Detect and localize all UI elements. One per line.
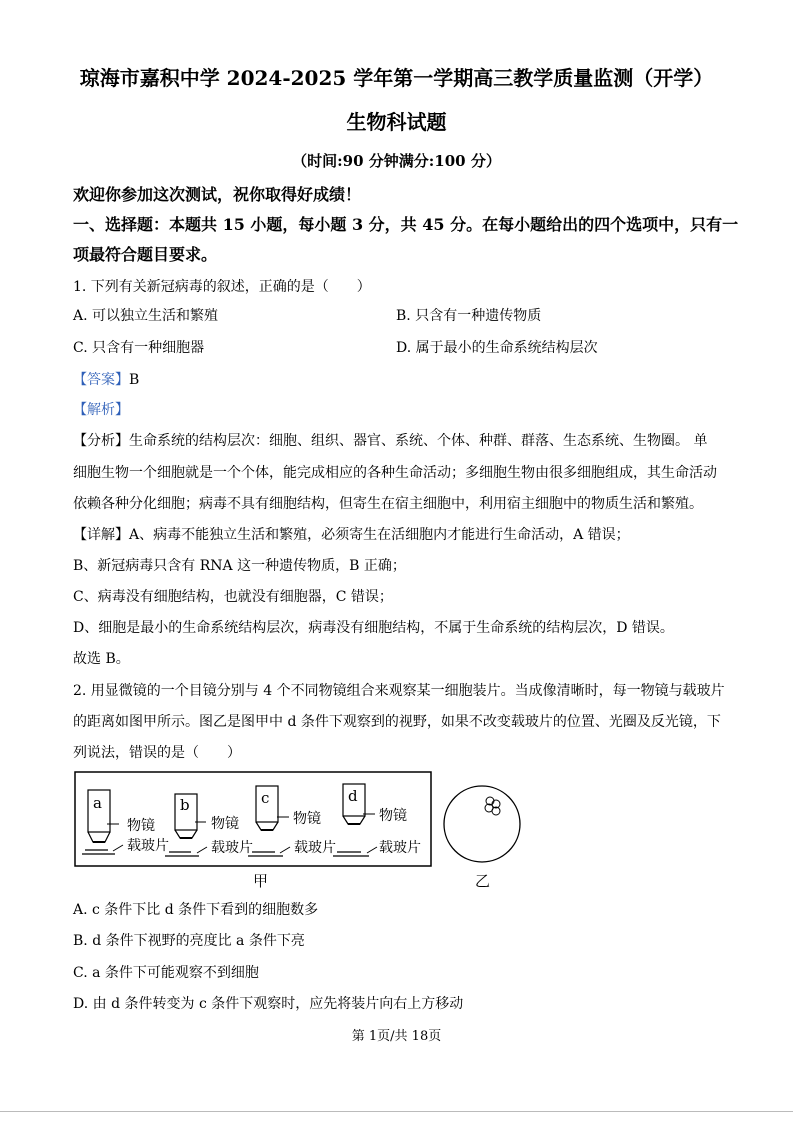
page-bottom-divider [0, 1111, 793, 1112]
q1-option-a: A. 可以独立生活和繁殖 [73, 308, 219, 324]
detail-text-1: A、病毒不能独立生活和繁殖，必须寄生在活细胞内才能进行生命活动，A 错误； [129, 527, 630, 543]
slide-label-c: 载玻片 [294, 840, 336, 856]
view-circle [444, 786, 520, 862]
q1-detail-line3: C、病毒没有细胞结构，也就没有细胞器，C 错误； [73, 589, 393, 605]
lens-letter-b: b [180, 796, 190, 814]
q2-option-d: D. 由 d 条件转变为 c 条件下观察时，应先将装片向右上方移动 [73, 996, 464, 1012]
fenxi-text-1: 生命系统的结构层次：细胞、组织、器官、系统、个体、种群、群落、生态系统、生物圈。 单 [129, 433, 708, 449]
page-number: 第 1页/共 18页 [351, 1029, 442, 1044]
q2-option-c: C. a 条件下可能观察不到细胞 [73, 965, 259, 981]
lens-letter-d: d [348, 787, 358, 805]
section-heading-line1: 一、选择题：本题共 15 小题，每小题 3 分，共 45 分。在每小题给出的四个选项中，只有一 [73, 215, 739, 234]
answer-value: B [129, 372, 140, 388]
objective-label-b: 物镜 [211, 816, 239, 832]
answer-label: 【答案】 [73, 372, 129, 388]
exam-time: （时间:90 分钟满分:100 分） [292, 152, 501, 170]
caption-yi: 乙 [475, 872, 491, 890]
analysis-label: 【解析】 [73, 402, 129, 418]
q1-conclusion: 故选 B。 [73, 651, 130, 667]
detail-label: 【详解】 [73, 527, 129, 543]
q1-stem: 1. 下列有关新冠病毒的叙述，正确的是（ ） [73, 279, 371, 295]
q2-stem-line2: 的距离如图甲所示。图乙是图甲中 d 条件下观察到的视野，如果不改变载玻片的位置、光圈及反光镜，下 [73, 714, 721, 730]
section-heading-line2: 项最符合题目要求。 [73, 245, 218, 264]
objective-label-a: 物镜 [127, 818, 155, 834]
lens-letter-c: c [261, 789, 270, 807]
cell-cluster [485, 797, 500, 815]
q1-detail-line2: B、新冠病毒只含有 RNA 这一种遗传物质，B 正确； [73, 558, 406, 574]
q2-stem-line1: 2. 用显微镜的一个目镜分别与 4 个不同物镜组合来观察某一细胞装片。当成像清晰时，每一物镜与载玻片 [73, 683, 725, 699]
q1-option-c: C. 只含有一种细胞器 [73, 340, 205, 356]
slide-label-d: 载玻片 [379, 840, 421, 856]
q2-stem-line3: 列说法，错误的是（ ） [73, 745, 241, 761]
q1-option-b: B. 只含有一种遗传物质 [396, 308, 542, 324]
field-of-view-figure-yi [440, 782, 530, 892]
fenxi-label: 【分析】 [73, 433, 129, 449]
q1-fenxi-line1 [73, 430, 707, 450]
q1-option-d: D. 属于最小的生命系统结构层次 [396, 340, 598, 356]
objective-label-c: 物镜 [293, 811, 321, 827]
welcome-text: 欢迎你参加这次测试，祝你取得好成绩！ [73, 185, 362, 204]
q1-detail-line4: D、细胞是最小的生命系统结构层次，病毒没有细胞结构，不属于生命系统的结构层次，D 错误。 [73, 620, 674, 636]
q1-fenxi-line3: 依赖各种分化细胞；病毒不具有细胞结构，但寄生在宿主细胞中，利用宿主细胞中的物质生活和繁殖。 [73, 496, 703, 512]
q1-answer [73, 369, 139, 389]
q2-option-b: B. d 条件下视野的亮度比 a 条件下亮 [73, 933, 305, 949]
page-title: 琼海市嘉积中学 2024-2025 学年第一学期高三教学质量监测（开学） [79, 66, 714, 90]
objective-label-d: 物镜 [379, 808, 407, 824]
q1-detail-line1 [73, 524, 630, 544]
q1-fenxi-line2: 细胞生物一个细胞就是一个个体，能完成相应的各种生命活动；多细胞生物由很多细胞组成，其生命活动 [73, 465, 717, 481]
microscope-figure-jia [73, 770, 433, 892]
lens-letter-a: a [93, 794, 102, 812]
slide-label-b: 载玻片 [211, 840, 253, 856]
caption-jia: 甲 [253, 872, 269, 890]
objective-lens-a [82, 790, 123, 854]
subject-title: 生物科试题 [346, 110, 447, 134]
q2-option-a: A. c 条件下比 d 条件下看到的细胞数多 [73, 902, 319, 918]
slide-label-a: 载玻片 [127, 838, 169, 854]
